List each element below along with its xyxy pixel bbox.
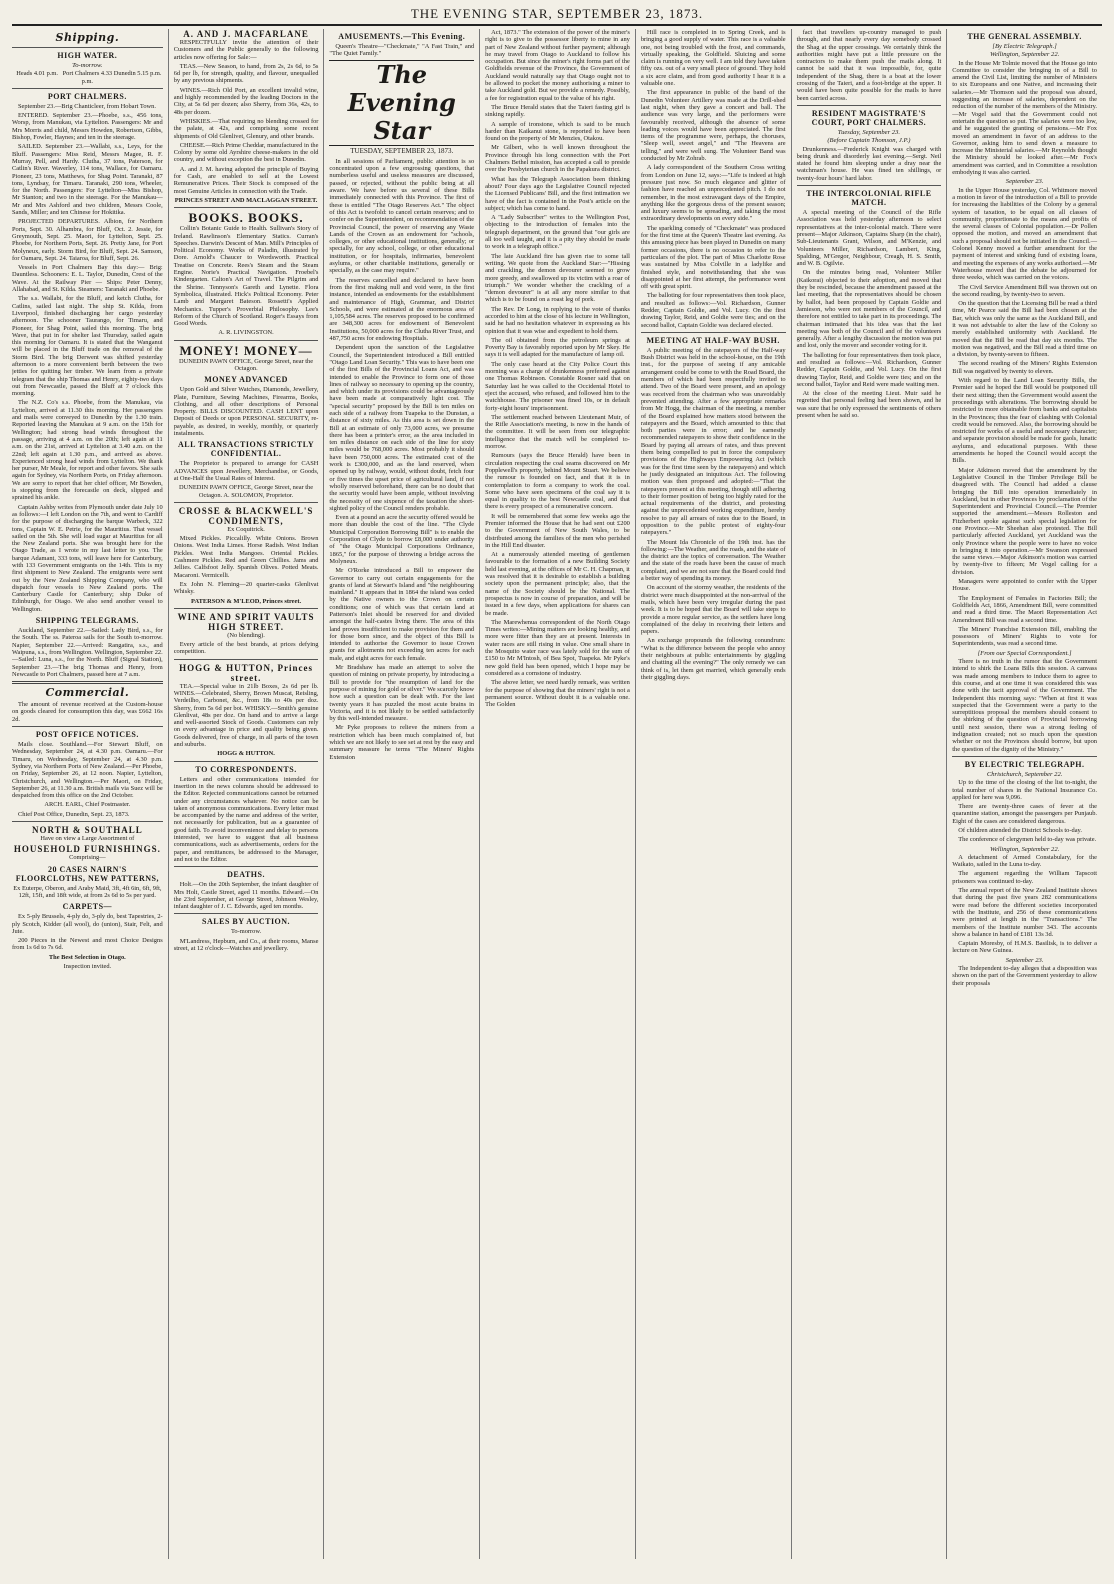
news-paragraph: The conference of clergymen held to-day was private. xyxy=(958,836,1097,844)
news-paragraph: The second reading of the Miners' Rights Extension Bill was negatived by twenty to eleven. xyxy=(952,360,1097,375)
news-paragraph: The Mount Ida Chronicle of the 19th inst. has the following:—The Weather, and the roads, and the state of the district are the topics of conversation. The Weather and the state of the roads have been the cause of much complaint, and we are not sure that the Board could find a better way of spending its money. xyxy=(640,538,786,583)
wine-text: Every article of the best brands, at prices defying competition. xyxy=(173,641,319,656)
news-paragraph: Mr Gilbert, who is well known throughout the Province through his long connection with the Port Chalmers Bethel mission, has accepted a call to preside over the Presbyterian church in the Papakura district. xyxy=(485,144,630,174)
news-paragraph: In the Upper House yesterday, Col. Whitmore moved a motion in favor of the introduction of a Bill to provide for increasing the liabilities of the Colony by a general system of taxation, to be equal on all classes of community, proportionate to the means and profits of the several classes of Colonial population.—Dr Pollen opposed the motion, and moved an amendment that such a proposal should not be initiated in the Council.—Colonel Kenny moved a further amendment for the payment of interest and sinking fund of existing loans, and meeting the expenses of any works authorised.—Mr Waterhouse moved that the debate be adjourned for three weeks, which was carried on the voices. xyxy=(952,186,1097,282)
editorial-paragraph: Dependent upon the sanction of the Legislative Council, the Superintendent introduced a Bill entitled "Otago Land Loan Security." This was to have been one of the first Bills of the Provincial Loans Act, and was intended to enable the Province to form one of those lines of railway so necessary to opening up the country, and which under its provisions could be advantageously have been made at comparatively light cost. The "special security" proposed by the Bill is ten miles on each side of a railway from Tuapeka to the Dunstan, a distance of sixty miles. As this area is set down in the Bill at an estimate of only 73,000 acres, we presume there has been a printer's error, as the area included in ten miles distance on each side of the line for sixty miles would be 768,000 acres. Most probably it should have been 750,000 acres. The estimated cost of the work is £300,000, and as the land reserved, when opened up by railway, would, without doubt, fetch four or five times the upset price of agricultural land, if not wholly reserved beforehand, there can be no doubt that the security would have been ample, without involving the necessity of one sixpence of the taxation the short-sighted policy of the Council renders probable. xyxy=(329,344,475,512)
proprietor-text: The Proprietor is prepared to arrange for CASH ADVANCES upon Jewellery, Merchandise, or Goods, at One-Half the Usual Rates of Interest. xyxy=(173,460,319,482)
cheese-note: A. and J. M. having adopted the principle of Buying for Cash, are enabled to sell at the Lowest Remunerative Prices. Their Stock is composed of the most Genuine Articles in connection with the Trade. xyxy=(173,165,319,195)
divider xyxy=(174,761,319,762)
money-heading: MONEY! MONEY— xyxy=(179,342,313,358)
column-1 xyxy=(12,29,168,1559)
newspaper-page xyxy=(12,6,1102,1566)
crosse-sub: Ex Coquitrick. xyxy=(227,525,265,533)
news-paragraph: The above letter, we need hardly remark, was written for the purpose of showing that the miners' right is not a permanent source. Without doubt it is a valuable one. The Golden xyxy=(485,679,630,709)
amusements-heading: AMUSEMENTS.—This Evening. xyxy=(338,32,466,41)
macfarlane-address: PRINCES STREET AND MACLAGGAN STREET. xyxy=(174,196,318,204)
news-paragraph: Major Atkinson moved that the amendment by the Legislative Council in the Timber Privilege Bill be disagreed with. The Council had added a clause bringing the Bill into operation immediately in Auckland, but in other Provinces by proclamation of the Superintendent and Provincial Council.—The Premier supported the amendment.—Messrs Rolleston and Fitzherbert spoke against such special legislation for one Province.—Mr Sheehan also protested. The Bill particularly affected Auckland, yet Auckland was the only Province where the people were to have no voice in bringing it into operation.—Mr Swanson expressed the same views.—Major Atkinson's motion was carried by twenty-five to fifteen; Mr Vogel calling for a division. xyxy=(952,466,1097,576)
divider xyxy=(641,332,786,333)
news-paragraph: The Miners' Franchise Extension Bill, enabling the possessors of Miners' Rights to vote for Superintendents, was read a second time. xyxy=(952,625,1097,648)
column-5 xyxy=(635,29,791,1559)
tomorrow-label: To-morrow. xyxy=(72,62,103,69)
paterson-sign: PATERSON & M'LEOD, Princes street. xyxy=(191,597,302,605)
wine-heading: WINE AND SPIRIT VAULTS HIGH STREET. xyxy=(177,611,315,632)
news-paragraph: Managers were appointed to confer with the Upper House. xyxy=(952,578,1097,593)
news-paragraph: The Marewhenua correspondent of the North Otago Times writes:—Mining matters are looking healthy, and more were fitter than they are at present. Interests in water races are still rising in value. One small share in the Mosquito water race was lately sold for the sum of £150 to Mr M'Intosh, of Bea Spot, Tuapeka. Mr Pyke's new gold field has been opened, which I hope may be considered as a cornstone of industry. xyxy=(485,618,630,677)
court-heading: RESIDENT MAGISTRATE'S COURT, PORT CHALMERS. xyxy=(811,108,927,127)
dateline: September 23. xyxy=(1005,956,1044,964)
telegrams-text: Auckland, September 22.—Sailed: Lady Bird, s.s., for the South. The ss. Pateroa sails for the South to-morrow. Napier, September 22.—Arrived: Rangatira, s.s., and Waipuna, s.s., from Wellington. Wellington, September 22.—Sailed: Luna, s.s., for the North. Bluff (Signal Station), September 23.—The brig Thomas and Henry, from Newcastle to Port Chalmers, passed here at 7 a.m. xyxy=(12,627,163,678)
news-paragraph: The Civil Service Amendment Bill was thrown out on the second reading, by twenty-two to seven. xyxy=(952,283,1097,298)
books-heading: BOOKS. BOOKS. xyxy=(188,210,304,226)
report-text: Vessels in Port Chalmers Bay this day:— Brig: Dauntless. Schooners: E. L. Taylor, Dunedin, Crest of the Wave. At the Railway Pier — Ships: Peter Denny, Allahabad, and St. Kilda. Steamers: Taranaki and Phoebe. xyxy=(12,264,163,294)
news-paragraph: Of children attended the District Schools to-day. xyxy=(958,826,1082,834)
wine-sub: (No blending). xyxy=(227,631,265,639)
news-paragraph: A sample of ironstone, which is said to be much harder than Kaikanui stone, is reported to have been found on the property of Mr Menzies, Otakou. xyxy=(485,120,630,143)
news-paragraph: Hill race is completed in to Spring Creek, and is bringing a good supply of water. This race is a valuable one, not being troubled with the frost, and commands, virtually speaking, the Goldfield. Sluicing and some claim is running on very well. I am told they have taken fifty ozs. out of a very small piece of ground. They hold a six acre claim, and from good authority I hear it is a valuable one. xyxy=(640,29,786,88)
news-paragraph: fact that travellers up-country managed to push through, and that nearly every day somebody crossed the Shag at the upper crossings. We certainly think the authorities might have put a little pressure on the contractors to make them push the mails along. It cannot be said that it was impossible, for, quite independent of the Shag, there is a boat at the lower crossing of the Taieri, and a foot-bridge at the upper. It would have been quite possible for the mails to have been carried across. xyxy=(796,29,942,102)
news-paragraph: A detachment of Armed Constabulary, for the Waikato, sailed in the Luna to-day. xyxy=(952,853,1097,869)
correspondents-heading: TO CORRESPONDENTS. xyxy=(195,764,297,774)
sales-text: M'Landress, Hepburn, and Co., at their rooms, Manse street, at 12 o'clock—Watches and jewellery. xyxy=(173,937,319,953)
news-paragraph: A lady correspondent of the Southern Cross writing from London on June 12, says:—"Life is indeed at high pressure just now. So much elegance and glitter of fashion have reached an unprecedented pitch. I do not remember, in the most extravagant days of the Empire, anything like the gorgeous dress of the present season; and luxury seems to be spreading, and taking the most extraordinary developments on every side." xyxy=(640,164,786,223)
masthead-title: THE EVENING STAR, SEPTEMBER 23, 1873. xyxy=(410,6,704,21)
news-paragraph: The argument regarding the William Tapscott prisoners was continued to-day. xyxy=(952,870,1097,885)
deaths-heading: DEATHS. xyxy=(227,870,265,880)
pieces-text: 200 Pieces in the Newest and most Choice Designs from 1s 6d to 7s 6d. xyxy=(12,937,163,952)
carpets-heading: CARPETS— xyxy=(62,902,113,912)
post-sign: ARCH. EARL, Chief Postmaster. xyxy=(44,801,131,809)
tide-table xyxy=(12,70,163,85)
divider xyxy=(12,88,163,89)
divider xyxy=(174,659,319,660)
editorial-paragraph: Even at a pound an acre the security offered would be more than double the cost of the line. "The Clyde Municipal Corporation Borrowing Bill" is to enable the Corporation of Clyde to borrow £8,000 under authority of "the Otago Municipal Corporations Ordinance, 1865," for the purpose of throwing a bridge across the Molyneux. xyxy=(329,514,475,565)
divider xyxy=(174,502,319,503)
divider xyxy=(174,340,319,341)
news-paragraph: Up to the time of the closing of the list to-night, the total number of shares in the National Insurance Co. applied for here was 9,096. xyxy=(952,779,1097,801)
telegrams-heading: SHIPPING TELEGRAMS. xyxy=(35,616,139,626)
special-correspondent: [From our Special Correspondent.] xyxy=(977,649,1072,657)
news-paragraph: In the House Mr Tolmie moved that the House go into Committee to consider the bringing in of a Bill to amend the Civil List, limiting the number of Ministers to six Europeans and one Native, and increasing their salaries.—Mr Thomson said the proposal was absurd, suggesting an increase of salaries, dependent on the reduction of the number of the members of the Ministry.—Mr Vogel said that the Government could not entertain the question so put. The salaries were too low, and he suggested the granting of pensions.—Mr Fox moved an amendment in favor of an address to the Governor, asking him to send down a measure to increase the Ministerial salaries.—Mr Reynolds thought the Ministry should be looked after.—Mr Fox's amendment was carried, and in Committee a resolution embodying it was also carried. xyxy=(952,59,1097,177)
news-paragraph: A special meeting of the Council of the Rifle Association was held yesterday afternoon to select representatives at the inter-colonial match. There were present—Major Atkinson, Captains Sharp (in the chair), Sub-Lieutenants Grant, Wilson, and M'Kenzie, and Volunteers Miller, Richardson, Lambert, King, Spalding, M'Gregor, Neighbour, Creagh, H. S. Smith, and W. B. Ogilvie. xyxy=(796,209,942,268)
news-paragraph: The settlement reached between Lieutenant Muir, of the Rifle Association's meeting, is now in the hands of the committee. It will be seen from our telegraphic intelligence that the match will be completed to-morrow. xyxy=(485,413,630,451)
news-paragraph: An exchange propounds the following conundrum: "What is the difference between the people who annoy their neighbours at public entertainments by giggling and chatting all the evening?" The only remedy we can think of is, let them get married, which generally ends their giggling days. xyxy=(640,637,786,681)
dateline: Christchurch, September 22. xyxy=(986,770,1063,778)
post-heading: POST OFFICE NOTICES. xyxy=(35,730,139,740)
pawn-office: DUNEDIN PAWN OFFICE, George Street, near the Octagon. xyxy=(179,357,314,372)
sales-heading: SALES BY AUCTION. xyxy=(202,917,291,927)
news-paragraph: The annual report of the New Zealand Institute shows that during the past five years 282 communications were read before the different societies incorporated with the Institute, and 256 of these communications were printed at length in the "Transactions." The members of the Institute number 343. The accounts show a balance in hand of £181 13s 3d. xyxy=(952,887,1097,938)
news-paragraph: With regard to the Land Loan Security Bills, the Premier said he hoped the Bill would be postponed till their next sitting; then the Government would assent the proceedings with alterations. The borrowing should be restricted to more obtainable from banks and capitalists in the Provinces; thus the fear of clashing with Colonial credit would be removed. Also, the borrowing should be restricted for works of a useful and necessary character; and separate provision should be made for gaols, lunatic asylums, and educational purposes. With these amendments he hoped the Council would accept the Bills. xyxy=(952,377,1097,465)
book-sign: A. R. LIVINGSTON. xyxy=(218,329,274,337)
divider xyxy=(12,681,163,684)
shipping-heading: Shipping. xyxy=(55,31,120,44)
pawn-sign: DUNEDIN PAWN OFFICE, George Street, near the Octagon. A. SOLOMON, Proprietor. xyxy=(179,484,314,499)
news-paragraph: At the close of the meeting Lieut. Muir said he regretted that personal feeling had been shown, and he was sure that he only expressed the sentiments of others present when he said so. xyxy=(796,390,942,420)
column-4 xyxy=(479,29,635,1559)
news-paragraph: The oil obtained from the petroleum springs at Poverty Bay is favorably reported upon by Mr Skey. He says it is well adapted for the manufacture of lamp oil. xyxy=(485,336,630,359)
whiskies-text: WHISKIES.—That requiring no blending crossed for the palate, at 42s, and comprising some recent shipments of Old Glenlivet, Glenury, and other brands. xyxy=(173,117,319,140)
money-advanced: MONEY ADVANCED xyxy=(204,375,288,385)
news-paragraph: Rumours (says the Bruce Herald) have been in circulation respecting the coal seams discovered on Mr Popplewell's property, behind Mount Stuart. We believe the rumour is founded on fact, and that it is in contemplation to form a company to work the coal. Some who have seen specimens of the coal say it is equal in quality to the best Newcastle coal, and that there is every prospect of a remunerative concern. xyxy=(485,452,630,511)
editorial-paragraph: Mr Bradshaw has made an attempt to solve the question of mining on private property, by introducing a Bill to provide for "the resumption of land for the purpose of mining for gold or silver." We scarcely know how such a question can be dealt with. For the last twenty years it has puzzled the most acute brains in Victoria, and it is not likely to be settled satisfactorily by this well-intended measure. xyxy=(329,664,475,723)
general-assembly-heading: THE GENERAL ASSEMBLY. xyxy=(967,32,1082,41)
north-sub: Have on view a Large Assortment of xyxy=(40,835,135,843)
divider xyxy=(12,726,163,727)
hogg-heading: HOGG & HUTTON, Princes street. xyxy=(179,662,313,683)
projected-text: PROJECTED DEPARTURES. Albion, for Northern Ports, Sept. 30. Alhambra, for Bluff, Oct. 2. Jessie, for Greymouth, Sept. 25. Maori, for Lyttelton, Sept. 25. Phoebe, for Northern Ports, Sept. 26. Pretty Jane, for Port Molyneux, early. Storm Bird, for Bluff, Sept. 24. Samson, for Oamaru, Sept. 24. Taiaroa, for Bluff, Sept. 26. xyxy=(12,218,163,262)
book-list: Collin's Botanic Guide to Health. Sullivan's Story of Ireland. Rawlinson's Elementary Statics. Curran's Speeches. Darwin's Descent of Man. Mill's Principles of Political Economy. Works of Paladin, illustrated by Dore. Arnold's Chaucer to Wordsworth. Practical Treatise on Concrete. Rees's Steam and the Steam Engine. Norie's Practical Navigation. Froebel's Kindergarten. Calton's Art of Travel. The Pilgrim and the Shrine. Tennyson's Gareth and Lynette. Flora Symbolica, illustrated. Hick's Political Economy. Peter Lamb and Margaret Bateson. Rossetti's Applied Mechanics. Tupper's Proverbial Philosophy. Lee's Reform of the Church of Scotland. Roger's Essays from Good Words. xyxy=(173,225,319,328)
post-text: Mails close. Southland.—For Stewart Bluff, on Wednesday, September 24, at 4.30 p.m. Oamaru.—For Timaru, on Wednesday, September 24, at 4.30 p.m. Sydney, via Northern Ports of New Zealand.—Per Phoebe, on Friday, September 26, at 12 noon. Napier, Lyttelton, Christchurch, and Wellington.—Per Maori, on Friday, September 26, at 11.30 a.m. British mails via Suez will be despatched from this office on the 2nd October. xyxy=(12,741,163,800)
news-paragraph: The Rev. Dr Long, in replying to the vote of thanks accorded to him at the close of his lecture in Wellington, said he had no hesitation whatever in expressing as his opinion that it was wise and expedient to hold them. xyxy=(485,305,630,335)
paper-title: The Evening Star xyxy=(329,60,474,146)
news-paragraph: On the minutes being read, Volunteer Miller (Kaikorai) objected to their adoption, and moved that they be rescinded, because the amendment passed at the last meeting, that the representatives should be chosen by ballot, had been proposed by Captain Goldie and Jamieson, who were not members of the Council, and therefore not entitled to take part in its proceedings. The chairman intimated that his idea was that the last meeting was both of the Council and of the volunteers generally. After a lengthy discussion the motion was put and lost, only the mover and seconder voting for it. xyxy=(796,269,942,350)
wines-text: WINES.—Rich Old Port, an excellent invalid wine, and highly recommended by the leading Doctors in the City, at 5s 6d per dozen; also Sherry, from 36s, 42s, to 48s per dozen. xyxy=(173,86,319,116)
tide-dunedin: Dunedin 5.15 p.m. xyxy=(113,70,162,78)
correspondents-text: Letters and other communications intended for insertion in the news columns should be addressed to the Editor. Rejected communications cannot be returned under any circumstances whatever. No notice can be taken of anonymous communications. Every letter must be accompanied by the name and address of the writer, not necessarily for publication, but as a guarantee of good faith. To avoid inconvenience and delay to persons interested, we have to suggest that all business communications, such as advertisements, orders for the paper, and remittances, be addressed to the Manager, and not to the Editor. xyxy=(173,775,319,863)
news-paragraph: Act, 1873." The extension of the power of the miner's right is to give to the possessor liberty to mine in any part of New Zealand without further payment; although he may travel from Otago to Auckland to follow his occupation. But since the miner's right forms part of the Goldfields revenue of the Province, the Government of Auckland would naturally say that Otago ought not to be allowed to pocket the money authorising a miner to take Auckland gold. But we provide a remedy. Possibly, a fee for registration equal to the value of his right. xyxy=(485,29,630,102)
telegraph-label: [By Electric Telegraph.] xyxy=(992,43,1057,50)
editorial-paragraph: The reserves cancelled and declared to have been from the first making null and void were, in the first instance, intended as endowments for the establishment and maintenance of High, Grammar, and District Schools, and were estimated at the enormous area of 1,105,584 acres. The reserves proposed to be confirmed are 348,300 acres for endowment of Benevolent Institutions, 50,000 acres for the Clutha River Trust, and 487,750 acres for endowing Hospitals. xyxy=(329,276,475,343)
news-paragraph: The Bruce Herald states that the Taieri fasting girl is sinking rapidly. xyxy=(485,103,630,119)
ashby-text: Captain Ashby writes from Plymouth under date July 10 as follows:—I left London on the 7th, and went to Cardiff for the purpose of discharging the barque Warbeck, 322 tons, Captain W. E. Petrie, for the Mauritius. That vessel sailed on the 5th. She will load sugar at Mauritius for all the New Zealand ports. She was brought here for the Otago Trade, as I wrote in my last letter to you. The barque Adamant, 333 tons, will leave here for Canterbury, with 133 Government emigrants on the 14th. This is my first shipment to New Zealand. The emigrants were sent out by the New Zealand Shipping Company, who will dispatch four vessels to New Zealand ports. The Canterbury Castle for Canterbury; ship Duke of Edinburgh, for Otago. We also send another vessel to Wellington. xyxy=(12,503,163,613)
teas-text: TEAS.—New Season, to hand, from 2s, 2s 6d, to 5s 6d per lb, for strength, quality, and flavour, unequalled by any previous shipments. xyxy=(173,62,319,85)
news-paragraph: Captain Moresby, of H.M.S. Basilisk, is to deliver a lecture on New Guinea. xyxy=(952,940,1097,955)
deaths-text: Holt.—On the 20th September, the infant daughter of Mrs Holt, Castle Street, aged 11 months. Edward.—On the 23rd September, at George Street, Johnson Wesley, infant daughter of J. C. Edwards, aged ten months. xyxy=(173,881,319,911)
crosse-list: Mixed Pickles. Piccalilly. White Onions. Brown Onions. West India Limes. Horse Radish. West Indian Pickles. West India Mangoes. Oriental Pickles. Cashmere Pickles. Red and Green Chillies. Jams and Jellies. Calfsfoot Jelly. Spanish Olives. Potted Meats. Macaroni. Vermicelli. xyxy=(173,535,319,579)
divider xyxy=(174,207,319,208)
court-before: (Before Captain Thomson, J.P.) xyxy=(827,137,911,145)
macfarlane-intro: RESPECTFULLY invite the attention of their Customers and the Public generally to the following articles now offering for Sale:— xyxy=(173,39,319,61)
rifle-match-heading: THE INTERCOLONIAL RIFLE MATCH. xyxy=(806,189,932,208)
dateline: September 23. xyxy=(1005,178,1044,186)
nairns-heading: 20 CASES NAIRN'S FLOORCLOTHS, NEW PATTERNS, xyxy=(15,864,159,883)
news-paragraph: There are twenty-three cases of fever at the quarantine station, amongst the passengers per Punjaub. Eight of the cases are considered dangerous. xyxy=(952,803,1097,825)
inspection-invited: Inspection invited. xyxy=(63,962,112,970)
entered-text: ENTERED. September 23.—Phoebe, s.s., 456 tons, Worsp, from Manukau, via Lyttelton. Passengers: Mr and Mrs Morris and child, Messrs Howden, Robertson, Gibbs, Bishop, Fowler, Haynes; and ten in the steerage. xyxy=(12,112,163,142)
news-paragraph: On account of the stormy weather, the residents of the district were much disappointed at the non-arrival of the mails, which have been very irregular during the past week. It is to be hoped that the Board will take steps to provide a more regular service, as the settlers have long complained of the delay in receiving their letters and papers. xyxy=(640,584,786,636)
editorial-paragraph: Mr Pyke proposes to relieve the miners from a restriction which has been much complained of, but which we are not likely to see set at rest by the easy and summary measure he terms "The Miners' Rights Extension xyxy=(329,724,475,761)
electric-telegraph-heading: BY ELECTRIC TELEGRAPH. xyxy=(964,759,1085,769)
divider xyxy=(797,105,942,106)
column-6 xyxy=(791,29,947,1559)
sailed-text: SAILED. September 23.—Wallabi, s.s., Leys, for the Bluff. Passengers: Miss Reid, Messrs Magee, R. F. Murray, Pell, and Hardy. Clutha, 37 tons, Paterson, for Catlin's River. Waverley, 114 tons, Wallace, for Oamaru. Pioneer, 23 tons, Matthews, for Shag Point. Taranaki, 87 tons, Lyndsay, for Timaru. Taranaki, 290 tons, Wheeler, for the North. Passengers: For Lyttelton—Miss Bishop, Mr Stanton; and two in the steerage. For the Manukau—Mr and Mrs Ashford and two children, Messrs Coole, Sands, Miller; and ten Chinese for Hokitika. xyxy=(12,143,163,217)
columns xyxy=(12,29,1102,1559)
editorial-paragraph: In all sessions of Parliament, public attention is so concentrated upon a few engrossing questions, that numberless useful and useless measures are discussed, passed, or rejected, without the public being at all aware. We have before us several of these Bills immediately connected with this Province. The first of these is entitled "The Otago Reserves Act." The object of this Act is twofold: to cancel certain reserves; and to confer on the Superintendent, on recommendation of the Provincial Council, the power of reserving any Waste Lands of the Crown as an endowment for "schools, colleges, or other educational institutions, generally; or specially, for any school, college, or other educational institution, or for hospitals, infirmaries, benevolent asylums, or other charitable institutions, generally or specially, as the case may require." xyxy=(329,157,475,275)
news-paragraph: On the question that the Licensing Bill be read a third time, Mr Pearce said the Bill had been chosen at the Bar, which was only the same as the Auckland Bill, and it was not advisable to alter the law of the Colony so merely established uniformity with Auckland. He moved that the Bill be read that day six months. The motion was negatived, and the Bill read a third time on a division, by twenty-seven to fifteen. xyxy=(952,300,1097,359)
cheese-text: CHEESE.—Rich Prime Cheddar, manufactured in the Colony by some old Ayrshire cheese-makers in the old country, and without exception the best in Dunedin. xyxy=(173,141,319,164)
news-paragraph: The balloting for four representatives then took place, and resulted as follows:—Vol. Richardson, Gunner Redder, Captain Goldie, and Vol. Lucy. On the first drawing Taylor, Reid, and Goldie were ties; and on the second ballot, Taylor and Reid were made waiting men. xyxy=(796,351,942,388)
dateline: Wellington, September 22. xyxy=(989,51,1060,59)
sales-sub: To-morrow. xyxy=(230,928,262,936)
phoebe-text: The N.Z. Co's s.s. Phoebe, from the Manukau, via Lyttelton, arrived at 11.30 this morning. Her passengers and mails were conveyed to Dunedin by the 1.30 train. Reported leaving the Manukau at 9 a.m. on the 15th for Wellington; had strong head winds throughout the passage, arriving at 4 a.m. on the 20th; left again at 11 a.m. on the 21st, arrived at Lyttelton at 3.40 a.m. on the 22nd; left again at 1.30 p.m., and arrived as above. Experienced strong head winds from Lyttelton. We thank her purser, Mr Meale, for report and other favors. She sails again for Sydney, via Northern Ports, on Friday afternoon. We are sorry to report that her chief officer, Mr Bowden, is stopping from the forecastle on deck, slipped and sprained his ankle. xyxy=(12,399,163,502)
column-7 xyxy=(946,29,1102,1559)
news-paragraph: It will be remembered that some few weeks ago the Premier informed the House that he had sent out £200 to the Government of New South Wales, to be distributed among the families of the men who perished in the Hill End disaster. xyxy=(485,512,630,549)
arrived-text: September 23.—Brig Chanticleer, from Hobart Town. xyxy=(18,102,156,110)
news-paragraph: The late Auckland fire has given rise to some tall writing. We quote from the Auckland Star:—"Hissing and crackling, the demon devourer seemed to grow more greedy, and swallowed up its victim with a roar of triumph." We wonder whether the crackling of a "demon devourer" is at all any more similar to that which is to be found on a roast leg of pork. xyxy=(485,252,630,304)
news-paragraph: There is no truth in the rumor that the Government intend to shirk the Loans Bills this session. A canvass was made among members to induce them to agree to this course, and at one time it was considered this was done with the tacit approval of the Government. The Independent this morning says: "When at first it was suspected that the Government were a party to the surreptitious proposal the members should consent to the shirking of the question of Provincial borrowing until next session, there was a strong feeling of indignation created; not so much upon the question whether or not the Provinces should borrow, but upon the question of the dignity of the Ministry." xyxy=(952,658,1097,753)
crosse-heading: CROSSE & BLACKWELL'S CONDIMENTS, xyxy=(178,505,314,526)
divider xyxy=(952,756,1097,757)
news-paragraph: A public meeting of the ratepayers of the Half-way Bush District was held in the school-house, on the 19th inst., for the purpose of seeing if any amicable arrangement could be come to with the Road Board, the members of which had been respectfully invited to attend. Two of the Board were present, and an apology was received from the chairman who was unavoidably prevented attending. After a few appropriate remarks from Mr Hogg, the chairman of the meeting, a member of the Board explained how matters stood between the ratepayers and the Board, which amounted to this: that both parties were in error; and he earnestly recommended ratepayers to show their confidence in the Board by paying all arrears of rates, and thus prevent them being compelled to put in force the compulsory provisions of the Highways Empowering Act (which was for the first time seen by the ratepayers) and which he justly designated an iniquitous Act. The following motion was then proposed and adopted:—"That the ratepayers present at this meeting, though still adhering to their former position of being too highly rated for the actual requirements of the district, and protesting against the unprecedented working expenditure, hereby resolve to pay all arrears of rates due to the Board, in opposition to the public protest of eighty-four ratepayers." xyxy=(640,346,786,537)
hogg-sign: HOGG & HUTTON. xyxy=(217,750,275,758)
halfway-bush-heading: MEETING AT HALF-WAY BUSH. xyxy=(646,335,780,345)
tide-port-chalmers: Port Chalmers 4.33 p.m. xyxy=(62,70,113,85)
nairns-sub: Ex Euterpe, Oberon, and Araby Maid, 3ft, 4ft 6in, 6ft, 9ft, 12ft, 15ft, and 18ft wide, at from 2s 6d to 5s per yard. xyxy=(13,884,162,899)
crosse-ex: Ex John N. Fleming—20 quarter-casks Glenlivat Whisky. xyxy=(173,580,319,596)
hogg-text: TEA.—Special value in 21lb Boxes, 2s 6d per lb. WINES.—Celebrated, Sherry, Brown Muscat, Reisling, Verdeilho, Carbonet, &c., from 18s to 40s per doz. Sherry, from 5s 6d per bot. WHISKY.—Smith's genuine Glenlivat, 48s per doz. On hand and to arrive a large and well-assorted Stock of Goods. Customers can rely on every advantage in price and quality being given. Goods delivered, free of charge, in all parts of the town and suburbs. xyxy=(173,682,319,749)
amusements-text: Queen's Theatre—"Checkmate," "A Fast Train," and "The Quiet Family." xyxy=(329,43,475,58)
divider xyxy=(797,185,942,186)
news-text: The s.s. Wallabi, for the Bluff, and ketch Clutha, for Catlins, sailed last night. The ship St. Kilda, from Liverpool, finished discharging her cargo yesterday afternoon. The schooner Taurango, for Timaru, and Pioneer, for Shag Point, sailed this morning. The brig Wave, that put in for shelter last Thursday, sailed again this morning for Oamaru. It is stated that the Wanganui will be placed in the Bluff trade on the removal of the Storm Bird. The brig Derwent was shifted yesterday afternoon to a more convenient berth between the two jetties for quitting her timber. We learn from a private telegram that the ship Thomas and Henry, eighty-two days out from Newcastle, passed the Bluff at 7 o'clock this morning. xyxy=(12,295,163,398)
divider xyxy=(12,821,163,822)
editorial-paragraph: Mr O'Rorke introduced a Bill to empower the Governor to carry out certain engagements for the grants of land at Stewart's Island and "the neighbouring mainland." It appears that in 1864 the island was ceded by the Native owners to the Crown on certain conditions; one of which was that certain land at Patterson's Inlet should be reserved for and divided amongst the half-castes living there. The area of this land proves insufficient to make provision for them and for those born since, and the object of this Bill is intended to authorise the Governor to issue Crown grants for allotments not exceeding ten acres for each male, and eight acres for each female. xyxy=(329,567,475,662)
comprising-label: Comprising— xyxy=(69,854,106,862)
news-paragraph: The balloting for four representatives then took place, and resulted as follows:—Vol. Richardson, Gunner Redder, Captain Goldie, and Vol. Lucy. On the first drawing Taylor, Reid, and Goldie were ties; and on the second ballot, Captain Goldie was declared elected. xyxy=(640,292,786,329)
port-heading: PORT CHALMERS. xyxy=(47,91,127,101)
news-paragraph: At a numerously attended meeting of gentlemen favourable to the formation of a new Building Society held last evening, at the offices of Mr C. H. Chapman, it was resolved that it is desirable to establish a building society upon the permanent principle; also, that the name of the Society should be the National. The prospectus is now in course of preparation, and will be issued in a few days, when applications for shares can be made. xyxy=(485,551,630,617)
news-paragraph: A "Lady Subscriber" writes to the Wellington Post, objecting to the introduction of females into the telegraph department, on the ground that "our girls are all too well taught, and it is a pity they should be made to work in a telegraph office." xyxy=(485,214,630,251)
masthead xyxy=(12,6,1102,26)
news-paragraph: What has the Telegraph Association been thinking about? Four days ago the Legislative Council rejected the Licensed Publicans' Bill, and the first intimation we have of the fact is contained in the Post's article on the subject; which has come to hand. xyxy=(485,175,630,212)
divider xyxy=(12,47,163,48)
best-selection: The Best Selection in Otago. xyxy=(48,953,126,961)
divider xyxy=(174,866,319,867)
divider xyxy=(174,913,319,914)
macfarlane-heading: A. AND J. MACFARLANE xyxy=(183,29,309,39)
commercial-text: The amount of revenue received at the Custom-house on goods cleared for consumption this day, was £662 16s 2d. xyxy=(12,701,163,723)
news-paragraph: The first appearance in public of the band of the Dunedin Volunteer Artillery was made at the Drill-shed last night, when they gave a concert and ball. The audience was very large, and the performers were favourably received, although the absence of some leading voices would have been appreciated. The first items of the programme were, perhaps, the choruses, "Sleep well, sweet angel," and "The Heavens are telling," and were well sung. The Volunteer Band was conducted by Mr Zohrab. xyxy=(640,89,786,163)
news-paragraph: The sparkling comedy of "Checkmate" was produced for the first time at the Queen's Theatre last evening. As this amusing piece has been played in Dunedin on many former occasions, there is no occasion to refer to the particulars of the plot. The part of Miss Charlotte Rose was sustained by Miss Colville in a ladylike and finished style, and notwithstanding that she was disappointed at her first attempt, the performance went off with great spirit. xyxy=(640,224,786,291)
editorial-date: TUESDAY, SEPTEMBER 23, 1873. xyxy=(350,146,454,155)
column-2 xyxy=(168,29,324,1559)
court-text: Drunkenness.—Frederick Knight was charged with being drunk and disorderly last evening.—Sergt. Neil stated he found him sleeping under a dray near the watchman's house. He was fined ten shillings, or twenty-four hours' hard labor. xyxy=(796,145,942,182)
divider xyxy=(174,608,319,609)
column-3 xyxy=(323,29,479,1559)
court-date: Tuesday, September 23. xyxy=(837,128,901,136)
news-paragraph: The only case heard at the City Police Court this morning was a charge of drunkenness preferred against one Thomas Robinson. Constable Rosner said that on Saturday last he was called to the Occidental Hotel to eject the accused, who refused, and followed him to the watchhouse. The prisoner was fined 10s, or in default forty-eight hours' imprisonment. xyxy=(485,360,630,412)
household-heading: HOUSEHOLD FURNISHINGS. xyxy=(13,844,161,855)
north-heading: NORTH & SOUTHALL xyxy=(32,825,143,836)
post-date: Chief Post Office, Dunedin, Sept. 23, 1873. xyxy=(18,810,130,818)
tide-heads: Heads 4.01 p.m. xyxy=(16,70,58,78)
dateline: Wellington, September 22. xyxy=(989,845,1060,853)
money-text: Upon Gold and Silver Watches, Diamonds, Jewellery, Plate, Furniture, Sewing Machines, Firearms, Books, Clothing, and all other descriptions of Personal Property. BILLS DISCOUNTED. CASH LENT upon Deposit of Deeds or upon PERSONAL SECURITY, re-payable, as desired, in weekly, monthly, or quarterly instalments. xyxy=(173,386,319,438)
confidential-heading: ALL TRANSACTIONS STRICTLY CONFIDENTIAL. xyxy=(178,440,315,459)
news-paragraph: The Independent to-day alleges that a disposition was shown on the part of the Government yesterday to allow their proposals xyxy=(952,965,1097,987)
carpet-list: Ex 5-ply Brussels, 4-ply do, 3-ply do, best Tapestries, 2-ply Scotch, Kidder (all wool), do (union), Stair, Felt, and Jute. xyxy=(12,913,163,935)
commercial-heading: Commercial. xyxy=(45,686,130,700)
high-water-heading: HIGH WATER. xyxy=(57,51,118,60)
news-paragraph: The Employment of Females in Factories Bill; the Goldfields Act, 1866, Amendment Bill, were committed and read a third time. The Maori Representation Act Amendment Bill was read a second time. xyxy=(952,594,1097,624)
